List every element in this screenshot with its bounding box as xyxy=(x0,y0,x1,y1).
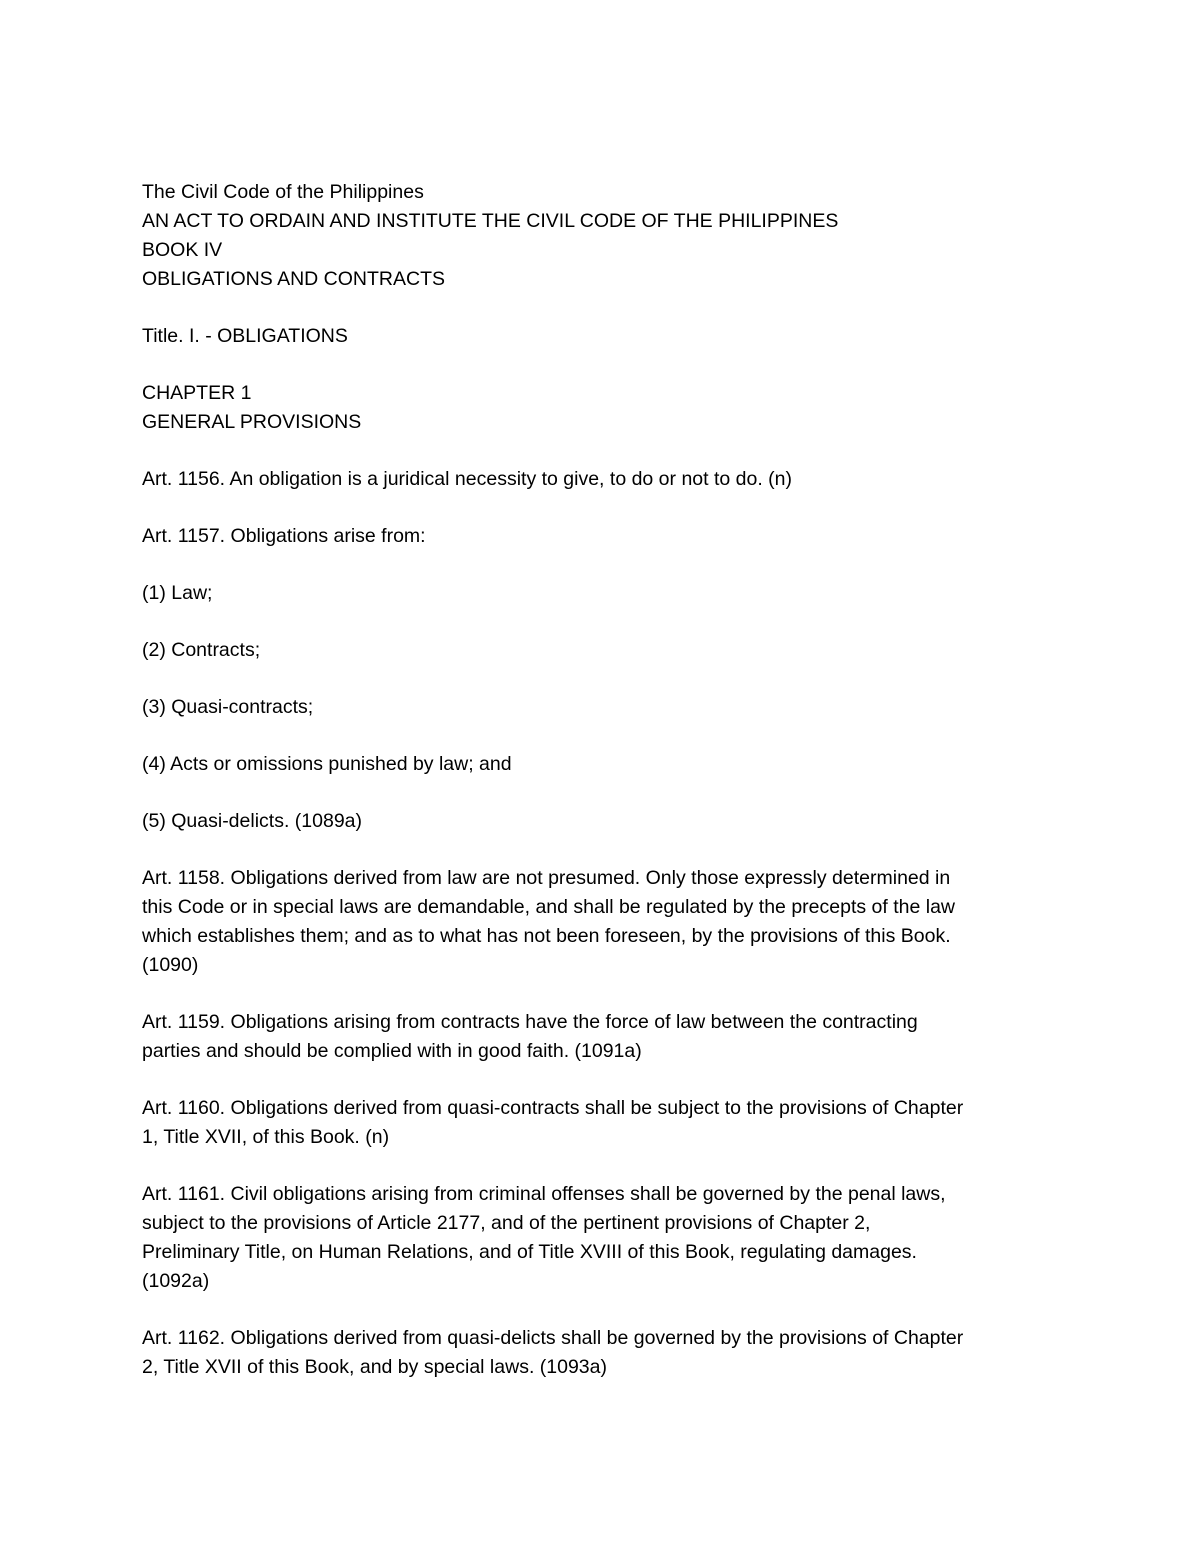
book-title: OBLIGATIONS AND CONTRACTS xyxy=(142,268,446,290)
title-line: Title. I. - OBLIGATIONS xyxy=(142,325,348,347)
article-line: (1092a) xyxy=(142,1270,210,1292)
document-title: The Civil Code of the Philippines xyxy=(142,181,424,203)
article-line: Art. 1159. Obligations arising from contracts have the force of law between the contracting xyxy=(142,1011,918,1033)
article-1162 xyxy=(142,1324,1072,1382)
chapter-number: CHAPTER 1 xyxy=(142,382,252,404)
act-title: AN ACT TO ORDAIN AND INSTITUTE THE CIVIL CODE OF THE PHILIPPINES xyxy=(142,210,839,232)
list-item-4 xyxy=(142,750,1072,779)
list-item-3 xyxy=(142,693,1072,722)
article-1158 xyxy=(142,864,1072,980)
chapter-title: GENERAL PROVISIONS xyxy=(142,411,362,433)
book-number: BOOK IV xyxy=(142,239,223,261)
article-line: Art. 1156. An obligation is a juridical necessity to give, to do or not to do. (n) xyxy=(142,468,793,490)
chapter-heading xyxy=(142,379,1072,437)
article-1161 xyxy=(142,1180,1072,1296)
article-line: 2, Title XVII of this Book, and by special laws. (1093a) xyxy=(142,1356,607,1378)
article-line: Art. 1157. Obligations arise from: xyxy=(142,525,426,547)
article-1159 xyxy=(142,1008,1072,1066)
article-line: Preliminary Title, on Human Relations, and of Title XVIII of this Book, regulating damages. xyxy=(142,1241,917,1263)
article-line: subject to the provisions of Article 2177, and of the pertinent provisions of Chapter 2, xyxy=(142,1212,871,1234)
list-item-2 xyxy=(142,636,1072,665)
article-line: Art. 1161. Civil obligations arising from criminal offenses shall be governed by the penal laws, xyxy=(142,1183,946,1205)
article-line: which establishes them; and as to what has not been foreseen, by the provisions of this Book. xyxy=(142,925,951,947)
list-item-5 xyxy=(142,807,1072,836)
list-item-text: (1) Law; xyxy=(142,582,213,604)
article-1160 xyxy=(142,1094,1072,1152)
article-1157 xyxy=(142,522,1072,551)
list-item-text: (4) Acts or omissions punished by law; and xyxy=(142,753,512,775)
article-line: (1090) xyxy=(142,954,199,976)
article-line: 1, Title XVII, of this Book. (n) xyxy=(142,1126,390,1148)
document-header xyxy=(142,178,1072,294)
list-item-text: (5) Quasi-delicts. (1089a) xyxy=(142,810,363,832)
title-heading xyxy=(142,322,1072,351)
article-line: Art. 1162. Obligations derived from quasi-delicts shall be governed by the provisions of Chapter xyxy=(142,1327,964,1349)
list-item-1 xyxy=(142,579,1072,608)
article-1156 xyxy=(142,465,1072,494)
article-line: Art. 1158. Obligations derived from law are not presumed. Only those expressly determined in xyxy=(142,867,951,889)
list-item-text: (2) Contracts; xyxy=(142,639,261,661)
article-line: parties and should be complied with in good faith. (1091a) xyxy=(142,1040,642,1062)
document-body xyxy=(142,178,1072,1410)
article-line: this Code or in special laws are demandable, and shall be regulated by the precepts of the law xyxy=(142,896,955,918)
article-line: Art. 1160. Obligations derived from quasi-contracts shall be subject to the provisions of Chapter xyxy=(142,1097,964,1119)
list-item-text: (3) Quasi-contracts; xyxy=(142,696,314,718)
